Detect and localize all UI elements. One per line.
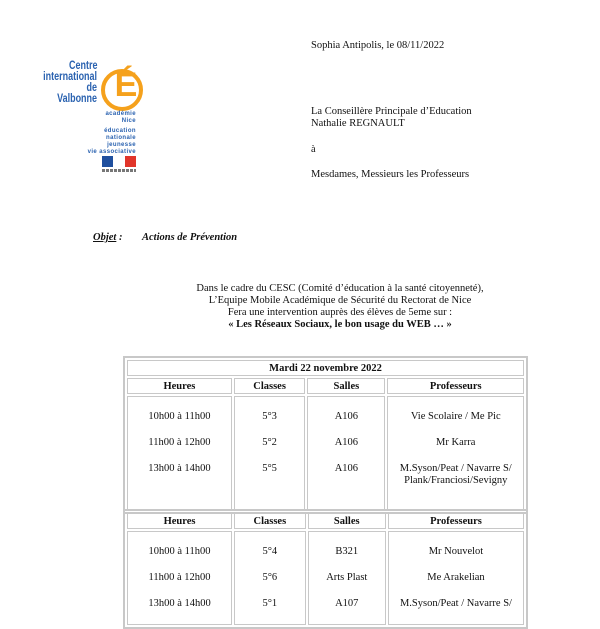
heures-value: 13h00 à 14h00 xyxy=(148,598,211,609)
sender-title: La Conseillère Principale d’Education xyxy=(311,106,472,117)
sender-name: Nathalie REGNAULT xyxy=(311,118,405,129)
col-header-salles: Salles xyxy=(307,378,385,394)
intro-line: Fera une intervention auprès des élèves de 5eme sur : xyxy=(227,307,453,318)
intro-line: L’Equipe Mobile Académique de Sécurité du Rectorat de Nice xyxy=(208,295,472,306)
logo-sub-line: jeunesse xyxy=(107,142,136,148)
intro-highlight: « Les Réseaux Sociaux, le bon usage du WEB … » xyxy=(228,319,452,330)
prof-value: M.Syson/Peat / Navarre S/ xyxy=(399,463,512,474)
logo-sub-line: éducation xyxy=(104,128,136,134)
salle-value: Arts Plast xyxy=(326,572,368,583)
french-flag-icon xyxy=(102,156,136,167)
salle-value: A107 xyxy=(335,598,359,609)
heures-value: 10h00 à 11h00 xyxy=(148,411,211,422)
heures-cell xyxy=(127,396,232,510)
col-header-heures: Heures xyxy=(127,513,232,529)
col-header-classes: Classes xyxy=(234,378,305,394)
intro-line: Dans le cadre du CESC (Comité d’éducation à la santé citoyenneté), xyxy=(196,283,484,294)
classe-value: 5°4 xyxy=(262,546,278,557)
col-header-professeurs: Professeurs xyxy=(387,378,524,394)
heures-value: 11h00 à 12h00 xyxy=(148,572,211,583)
professeurs-cell xyxy=(387,396,524,510)
classe-value: 5°5 xyxy=(262,463,277,474)
col-header-professeurs: Professeurs xyxy=(388,513,524,529)
object-line xyxy=(93,232,122,244)
school-logo xyxy=(45,45,155,185)
logo-name-line: de Valbonne xyxy=(57,82,97,105)
classe-value: 5°2 xyxy=(262,437,277,448)
table-date-title: Mardi 22 novembre 2022 xyxy=(127,360,524,376)
salle-value: A106 xyxy=(334,463,359,474)
table-body-row xyxy=(127,531,524,625)
heures-cell xyxy=(127,531,232,625)
prof-value: M.Syson/Peat / Navarre S/ xyxy=(399,598,512,609)
prof-value: Mr Karra xyxy=(436,437,476,448)
recipients: Mesdames, Messieurs les Professeurs xyxy=(311,169,470,180)
place-date: Sophia Antipolis, le 08/11/2022 xyxy=(311,40,445,51)
to-word: à xyxy=(311,144,316,155)
salles-cell xyxy=(308,531,386,625)
schedule-table-1 xyxy=(123,356,528,514)
salle-value: A106 xyxy=(334,437,359,448)
logo-sub-line: vie associative xyxy=(87,149,136,155)
prof-value: Me Arakelian xyxy=(427,572,485,583)
flag-caption xyxy=(102,169,136,172)
classe-value: 5°3 xyxy=(262,411,277,422)
object-text: Actions de Prévention xyxy=(142,232,238,243)
salle-value: A106 xyxy=(334,411,359,422)
classe-value: 5°6 xyxy=(262,572,278,583)
table-header-row xyxy=(127,378,524,394)
col-header-heures: Heures xyxy=(127,378,232,394)
classes-cell xyxy=(234,396,305,510)
prof-value: Vie Scolaire / Me Pic xyxy=(410,411,501,422)
object-label: Objet xyxy=(93,232,117,243)
logo-sub-line: académie xyxy=(105,111,136,117)
professeurs-cell xyxy=(388,531,524,625)
heures-value: 10h00 à 11h00 xyxy=(148,546,211,557)
intro-block xyxy=(130,283,550,331)
logo-letter: É xyxy=(114,66,138,104)
table-header-row xyxy=(127,513,524,529)
logo-name-line: international xyxy=(43,71,97,83)
col-header-classes: Classes xyxy=(234,513,306,529)
table-body-row xyxy=(127,396,524,510)
prof-value: Plank/Franciosi/Sevigny xyxy=(404,475,508,486)
col-header-salles: Salles xyxy=(308,513,386,529)
heures-value: 11h00 à 12h00 xyxy=(148,437,211,448)
heures-value: 13h00 à 14h00 xyxy=(148,463,211,474)
classes-cell xyxy=(234,531,306,625)
classe-value: 5°1 xyxy=(262,598,278,609)
logo-sub-line: Nice xyxy=(121,118,136,124)
prof-value: Mr Nouvelot xyxy=(428,546,484,557)
logo-name-line: Centre xyxy=(68,60,97,72)
object-colon: : xyxy=(116,232,123,243)
salles-cell xyxy=(307,396,385,510)
logo-sub-line: nationale xyxy=(106,135,136,141)
schedule-table-2 xyxy=(123,509,528,629)
salle-value: B321 xyxy=(335,546,359,557)
